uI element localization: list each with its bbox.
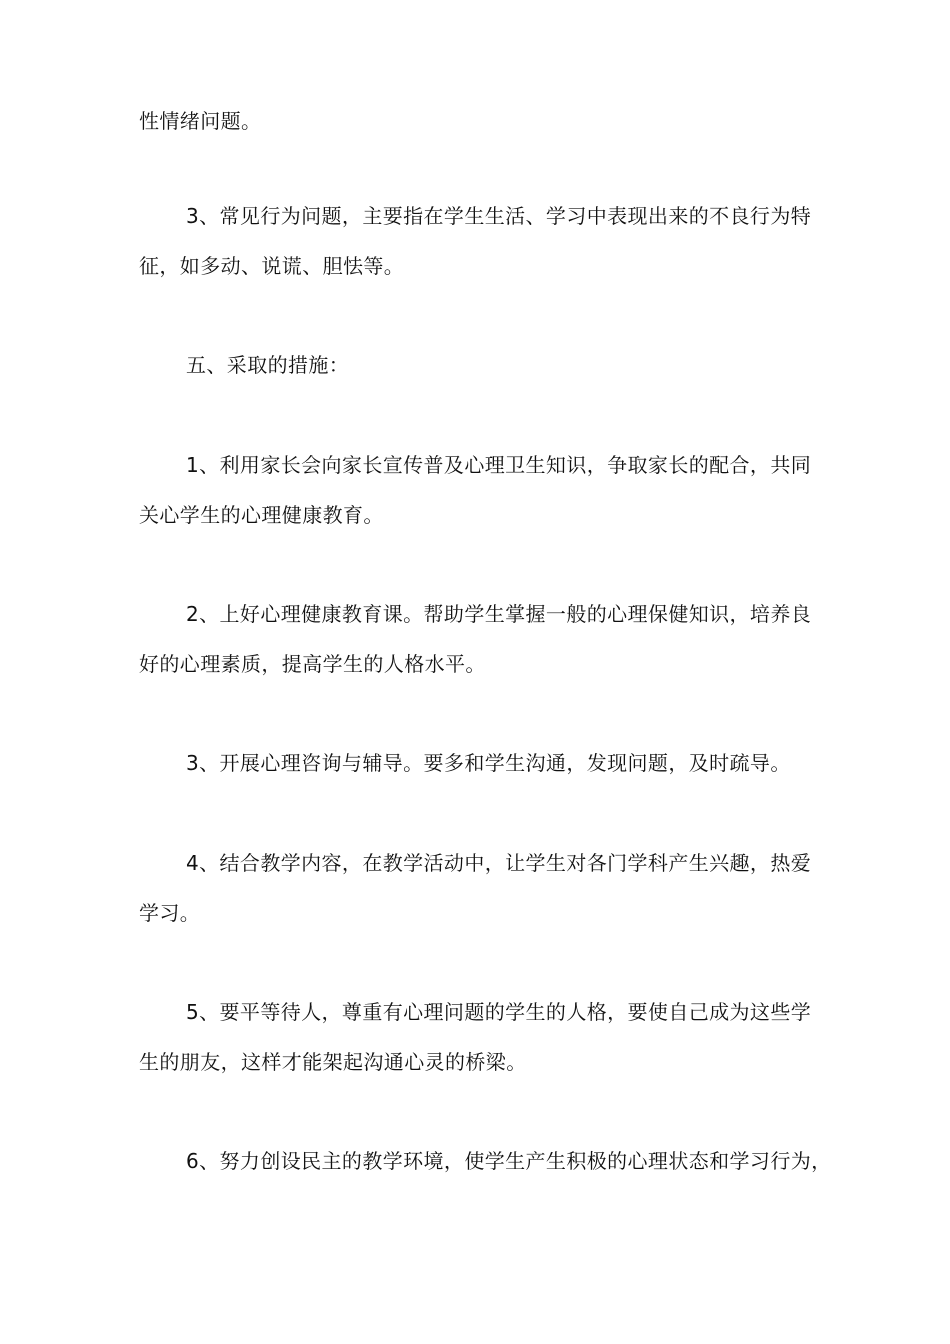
paragraph-3-line-1: 3、常见行为问题，主要指在学生生活、学习中表现出来的不良行为特 <box>186 204 812 228</box>
section-heading: 五、采取的措施： <box>186 353 350 377</box>
measure-2-line-1: 2、上好心理健康教育课。帮助学生掌握一般的心理保健知识，培养良 <box>186 602 812 626</box>
measure-5-line-2: 生的朋友，这样才能架起沟通心灵的桥梁。 <box>139 1050 527 1074</box>
measure-4-line-2: 学习。 <box>139 901 201 925</box>
measure-2-line-2: 好的心理素质，提高学生的人格水平。 <box>139 652 486 676</box>
measure-1-line-2: 关心学生的心理健康教育。 <box>139 503 384 527</box>
paragraph-3-line-2: 征，如多动、说谎、胆怯等。 <box>139 254 405 278</box>
measure-4-line-1: 4、结合教学内容，在教学活动中，让学生对各门学科产生兴趣，热爱 <box>186 851 812 875</box>
measure-6-line-1: 6、努力创设民主的教学环境，使学生产生积极的心理状态和学习行为， <box>186 1149 832 1173</box>
measure-3-line-1: 3、开展心理咨询与辅导。要多和学生沟通，发现问题，及时疏导。 <box>186 751 791 775</box>
paragraph-line-continuation: 性情绪问题。 <box>139 109 262 133</box>
measure-5-line-1: 5、要平等待人，尊重有心理问题的学生的人格，要使自己成为这些学 <box>186 1000 812 1024</box>
measure-1-line-1: 1、利用家长会向家长宣传普及心理卫生知识，争取家长的配合，共同 <box>186 453 812 477</box>
